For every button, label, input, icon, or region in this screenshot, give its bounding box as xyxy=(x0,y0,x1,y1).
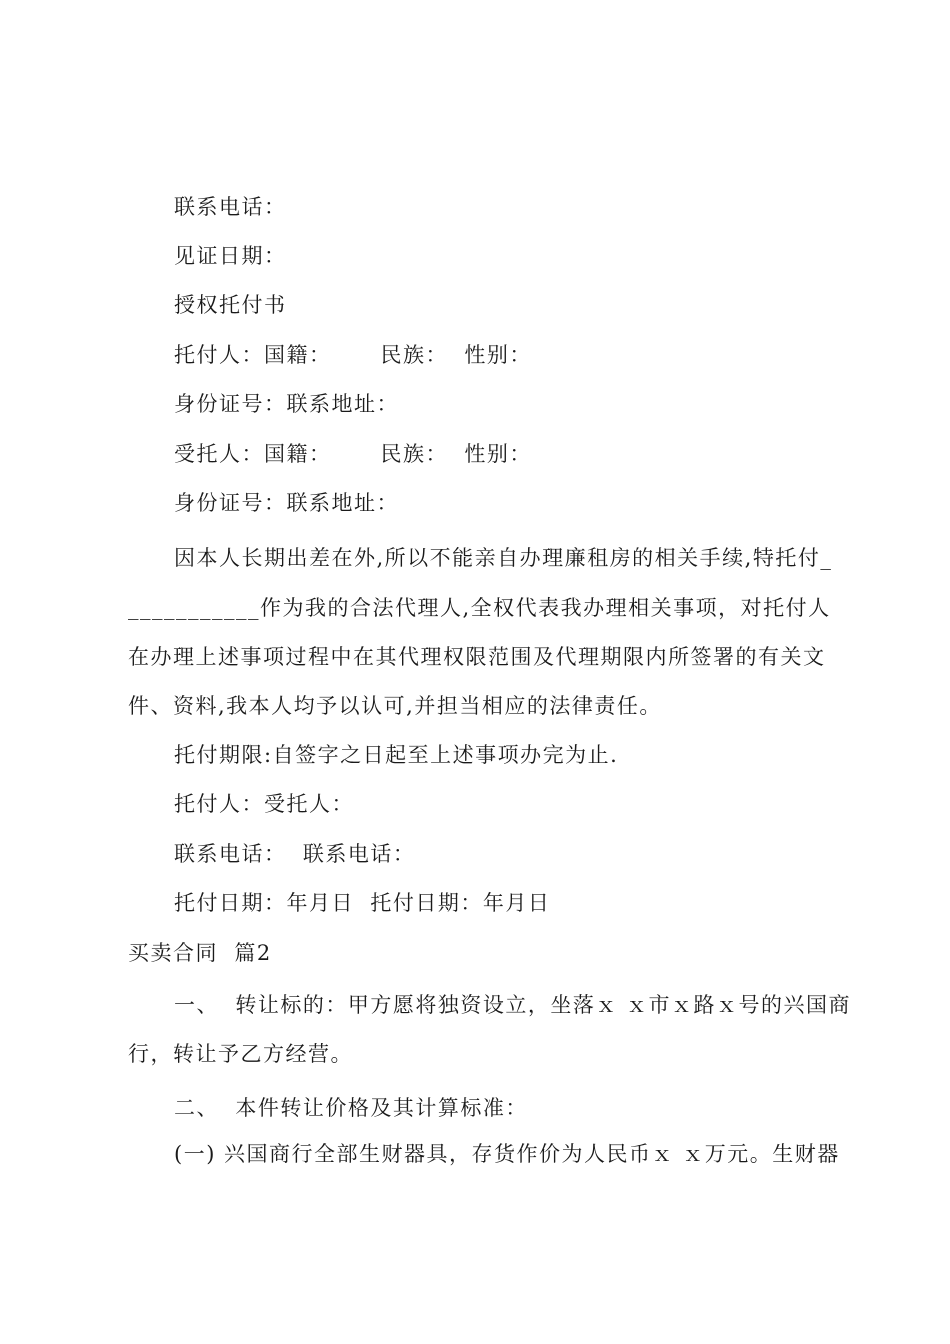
principal-id-line: 身份证号：联系地址： xyxy=(174,392,399,416)
paragraph-line: 件、资料,我本人均予以认可,并担当相应的法律责任。 xyxy=(128,694,662,718)
contact-phone-line: 联系电话： xyxy=(174,195,287,219)
term-line: 托付期限:自签字之日起至上述事项办完为止. xyxy=(174,743,619,767)
paragraph-line: ___________作为我的合法代理人,全权代表我办理相关事项，对托付人 xyxy=(128,596,831,620)
clause-line: (一) 兴国商行全部生财器具，存货作价为人民币ｘ ｘ万元。生财器 xyxy=(174,1142,840,1166)
agent-info-line: 受托人：国籍： 民族： 性别： xyxy=(174,442,532,466)
clause-line: 行，转让予乙方经营。 xyxy=(128,1042,353,1066)
paragraph-line: 在办理上述事项过程中在其代理权限范围及代理期限内所签署的有关文 xyxy=(128,645,826,669)
signature-line: 托付人：受托人： xyxy=(174,792,354,816)
paragraph-line: 因本人长期出差在外,所以不能亲自办理廉租房的相关手续,特托付_ xyxy=(174,546,833,570)
date-signature-line: 托付日期：年月日 托付日期：年月日 xyxy=(174,891,551,915)
clause-line: 二、 本件转让价格及其计算标准： xyxy=(174,1096,528,1120)
principal-info-line: 托付人：国籍： 民族： 性别： xyxy=(174,343,532,367)
phone-signature-line: 联系电话： 联系电话： xyxy=(174,842,416,866)
clause-line: 一、 转让标的：甲方愿将独资设立，坐落ｘ ｘ市ｘ路ｘ号的兴国商 xyxy=(174,993,852,1017)
section-heading: 买卖合同 篇2 xyxy=(128,941,272,965)
agent-id-line: 身份证号：联系地址： xyxy=(174,491,399,515)
authorization-title: 授权托付书 xyxy=(174,293,287,317)
witness-date-line: 见证日期： xyxy=(174,244,287,268)
